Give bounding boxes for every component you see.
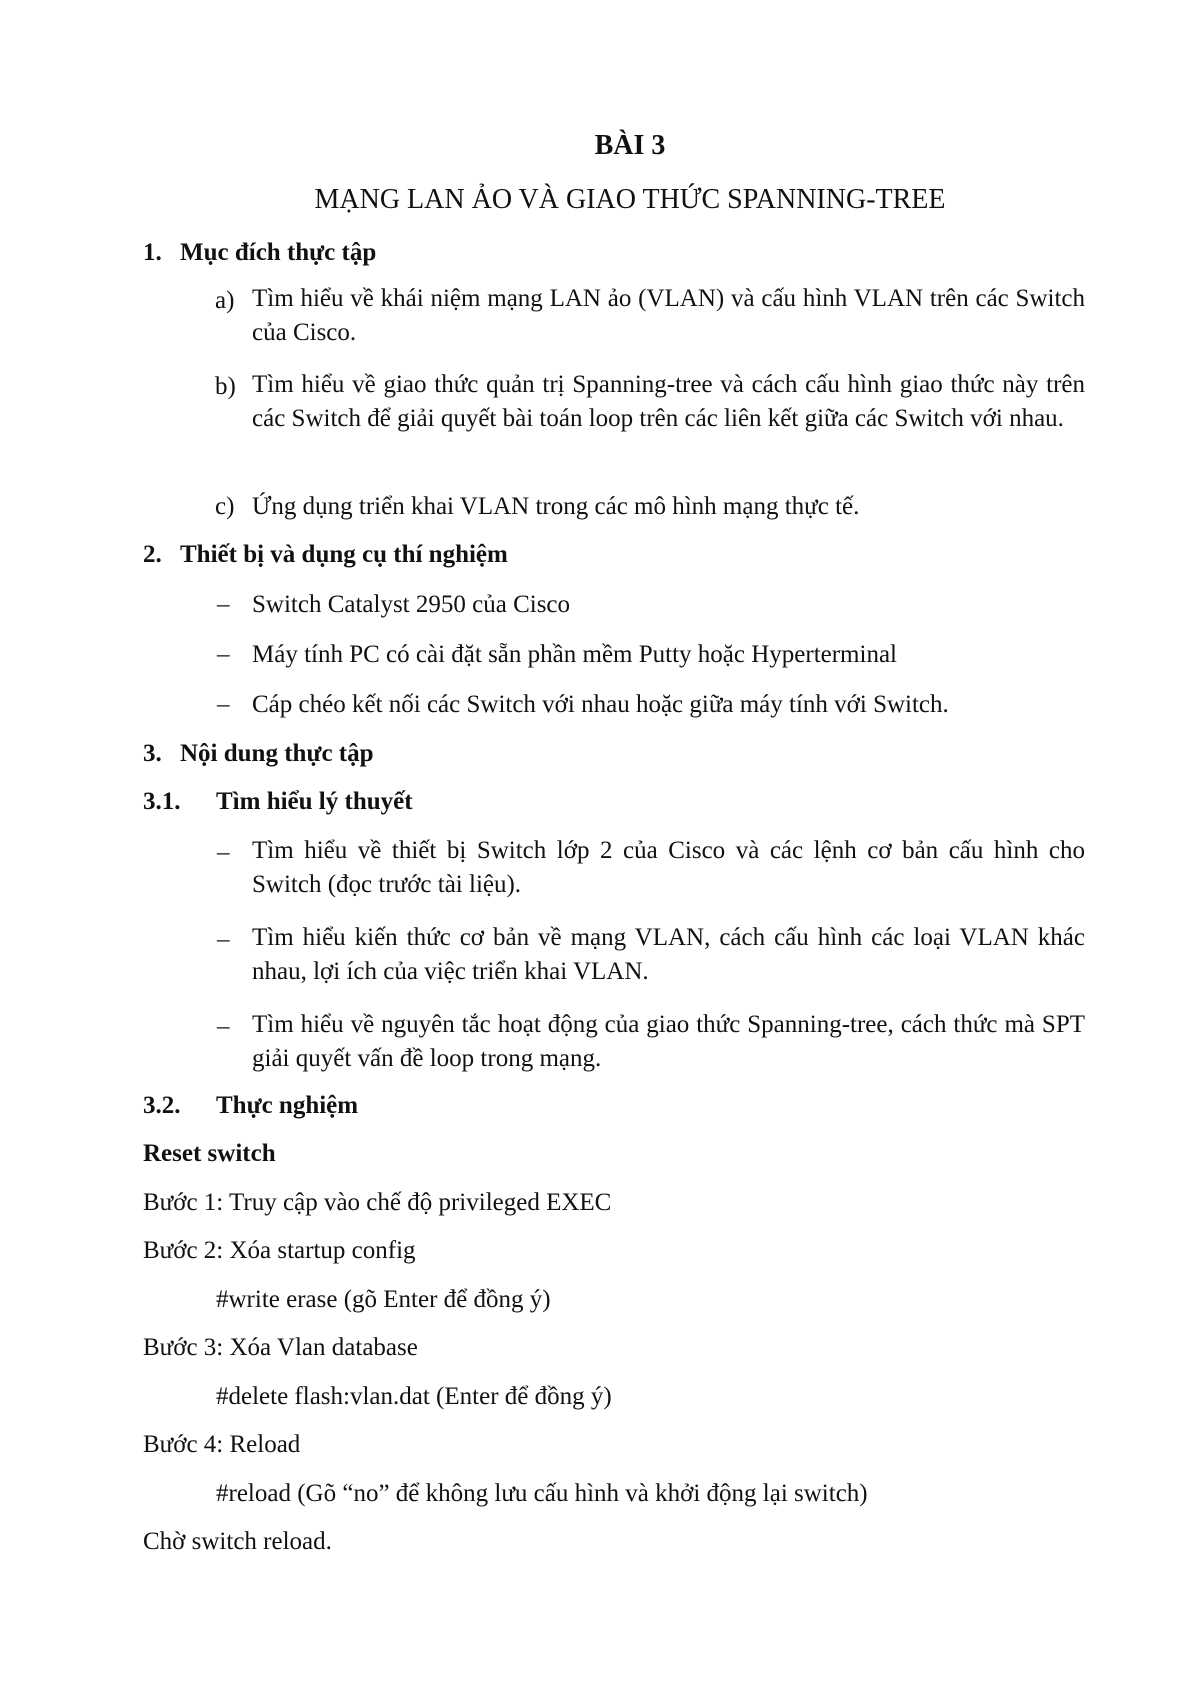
step-3: Bước 3: Xóa Vlan database — [143, 1334, 418, 1361]
section-3-2-number: 3.2. — [143, 1092, 181, 1119]
list-item: Ứng dụng triển khai VLAN trong các mô hình mạng thực tế. — [252, 493, 860, 520]
list-item: Tìm hiểu kiến thức cơ bản về mạng VLAN, cách cấu hình các loại VLAN khác nhau, lợi ích của việc triển khai VLAN. — [252, 924, 1085, 985]
step-2: Bước 2: Xóa startup config — [143, 1237, 416, 1264]
command-2: #write erase (gõ Enter để đồng ý) — [216, 1286, 551, 1313]
page-title: BÀI 3 — [594, 130, 666, 161]
wait-note: Chờ switch reload. — [143, 1528, 332, 1555]
dash-marker: – — [217, 1013, 230, 1040]
section-2-number: 2. — [143, 541, 162, 568]
section-3-2-heading: Thực nghiệm — [216, 1092, 359, 1119]
step-4: Bước 4: Reload — [143, 1431, 301, 1458]
list-item: Tìm hiểu về thiết bị Switch lớp 2 của Cisco và các lệnh cơ bản cấu hình cho Switch (đọc trước tài liệu). — [252, 837, 1085, 898]
list-item: Máy tính PC có cài đặt sẵn phần mềm Putty hoặc Hyperterminal — [252, 641, 897, 668]
list-item: Tìm hiểu về khái niệm mạng LAN ảo (VLAN) và cấu hình VLAN trên các Switch của Cisco. — [252, 285, 1085, 346]
list-marker: c) — [215, 493, 235, 520]
dash-marker: – — [217, 839, 230, 866]
list-item: Tìm hiểu về giao thức quản trị Spanning-tree và cách cấu hình giao thức này trên các Switch để giải quyết bài toán loop trên các liên kết giữa các Switch với nhau. — [252, 371, 1085, 432]
section-3-heading: Nội dung thực tập — [180, 740, 374, 767]
list-marker: a) — [215, 287, 235, 314]
dash-marker: – — [217, 641, 230, 668]
section-3-1-heading: Tìm hiểu lý thuyết — [216, 788, 413, 815]
dash-marker: – — [217, 591, 230, 618]
command-4: #reload (Gõ “no” để không lưu cấu hình và khởi động lại switch) — [216, 1480, 868, 1507]
section-1-heading: Mục đích thực tập — [180, 239, 377, 266]
dash-marker: – — [217, 926, 230, 953]
command-3: #delete flash:vlan.dat (Enter để đồng ý) — [216, 1383, 612, 1410]
reset-heading: Reset switch — [143, 1140, 276, 1167]
section-3-number: 3. — [143, 740, 162, 767]
page-subtitle: MẠNG LAN ẢO VÀ GIAO THỨC SPANNING-TREE — [314, 184, 946, 215]
section-3-1-number: 3.1. — [143, 788, 181, 815]
list-item: Cáp chéo kết nối các Switch với nhau hoặc giữa máy tính với Switch. — [252, 691, 949, 718]
dash-marker: – — [217, 691, 230, 718]
step-1: Bước 1: Truy cập vào chế độ privileged EXEC — [143, 1189, 612, 1216]
list-item: Switch Catalyst 2950 của Cisco — [252, 591, 571, 618]
section-2-heading: Thiết bị và dụng cụ thí nghiệm — [180, 541, 508, 568]
list-marker: b) — [215, 373, 236, 400]
list-item: Tìm hiểu về nguyên tắc hoạt động của giao thức Spanning-tree, cách thức mà SPT giải quyết vấn đề loop trong mạng. — [252, 1011, 1085, 1072]
section-1-number: 1. — [143, 239, 162, 266]
